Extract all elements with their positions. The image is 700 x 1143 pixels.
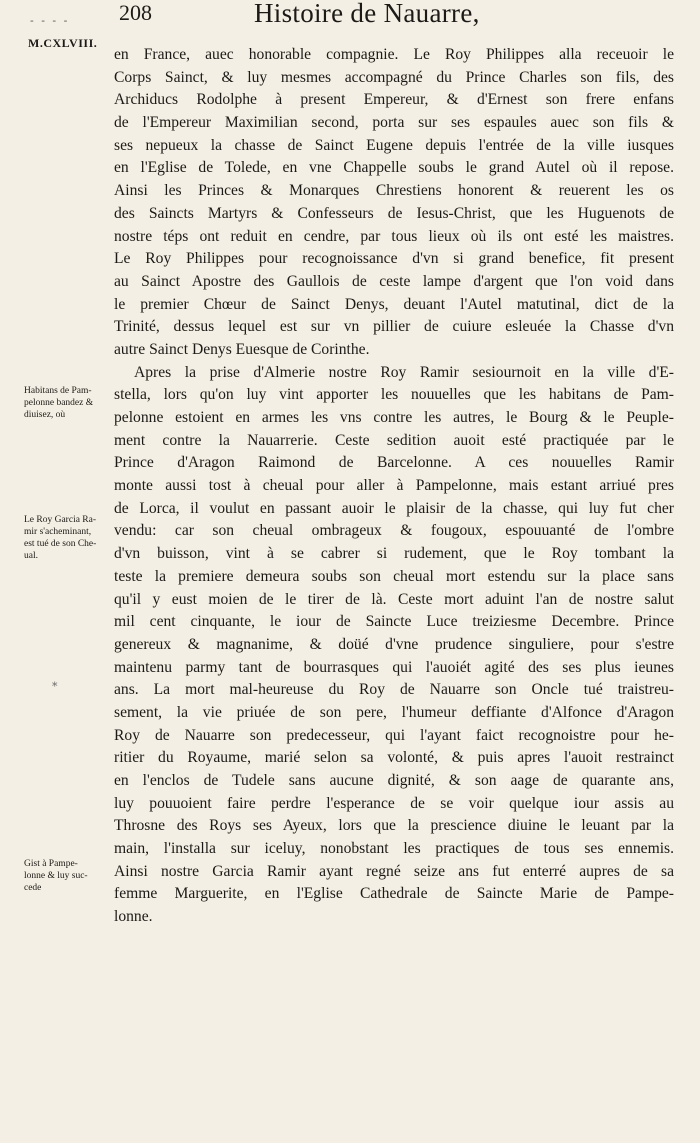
text-line: teste la premiere demeura soubs son cheual mort estendu sur la place sans (114, 567, 674, 585)
margin-note-pampelonne (24, 385, 110, 421)
text-line: Archiducs Rodolphe à present Empereur, & d'Ernest son frere enfans (114, 91, 674, 109)
text-line: ses nepueux la chasse de Sainct Eugene depuis l'entrée de la ville iusques (114, 136, 674, 154)
margin-note-line: cede (24, 883, 42, 893)
text-line: Le Roy Philippes pour recognoissance d'vn si grand benefice, fit present (114, 250, 674, 268)
margin-note-line: mir s'acheminant, (24, 527, 92, 537)
margin-note-line: Le Roy Garcia Ra- (24, 515, 97, 525)
text-line: pelonne estoient en armes les vns contre les autres, le Bourg & le Peuple- (114, 409, 674, 426)
text-line: en France, auec honorable compagnie. Le Roy Philippes alla receuoir le (114, 46, 674, 63)
margin-note-burial (24, 858, 110, 894)
text-line: Throsne des Roys ses Ayeux, lors que la prescience diuine le leuant par la (114, 817, 674, 835)
page-number: 208 (119, 0, 152, 25)
margin-notes (0, 0, 112, 1143)
text-line: Trinité, dessus lequel est sur vn pillier de cuiure esleuée la Chasse d'vn (114, 318, 674, 336)
text-line: Apres la prise d'Almerie nostre Roy Ramir sesiournoit en la ville d'E- (134, 363, 674, 381)
text-line: main, l'installa sur iceluy, nonobstant les practiques de tous ses ennemis. (114, 840, 674, 858)
margin-note-line: ual. (24, 551, 38, 561)
text-line: ritier du Royaume, marié selon sa volonté, & puis apres l'auoit restrainct (114, 749, 674, 767)
text-line: monte aussi tost à cheual pour aller à Pampelonne, mais estant arriué pres (114, 477, 674, 495)
text-line: Ainsi nostre Garcia Ramir ayant regné seize ans fut enterré aupres de sa (114, 862, 674, 880)
text-line: vendu: car son cheual ombrageux & fougoux, espouuanté de l'ombre (114, 522, 674, 540)
body-text (114, 44, 674, 929)
text-line: qu'il y eust moien de le tirer de là. Ceste mort aduint l'an de nostre salut (114, 590, 674, 608)
text-line: genereux & magnanime, & doüé d'vne prudence singuliere, pour s'estre (114, 635, 674, 653)
text-line: lonne. (114, 908, 153, 926)
text-line: mil cent cinquante, le iour de Saincte Luce treiziesme Decembre. Prince (114, 613, 674, 631)
text-line: ment contre la Nauarrerie. Ceste sedition auoit esté practiquée par le (114, 431, 674, 449)
running-title: Histoire de Nauarre, (254, 0, 480, 28)
text-line: d'vn buisson, vint à se cabrer si rudement, que le Roy tombant la (114, 545, 674, 563)
text-line: au Sainct Apostre des Gaullois de ceste lampe d'argent que l'on void dans (114, 272, 674, 290)
text-line: Ainsi les Princes & Monarques Chrestiens honorent & reuerent les os (114, 182, 674, 200)
header-dots: - - - - (30, 14, 70, 27)
text-line: en l'Eglise de Tolede, en vne Chappelle soubs le grand Autel où il repose. (114, 159, 674, 177)
text-line: stella, lors qu'on luy vint apporter les nouuelles que les habitans de Pam- (114, 386, 674, 404)
text-line: Corps Sainct, & luy mesmes accompagné du Prince Charles son fils, des (114, 68, 674, 86)
margin-note-line: Habitans de Pam- (24, 386, 92, 396)
text-line: de l'Empereur Maximilian second, porta sur ses espaules auec son fils & (114, 114, 674, 132)
text-line: femme Marguerite, en l'Eglise Cathedrale de Saincte Marie de Pampe- (114, 885, 674, 903)
margin-note-line: est tué de son Che- (24, 539, 97, 549)
margin-note-line: diuisez, où (24, 410, 66, 420)
text-line: sement, la vie priuée de son pere, l'humeur deffiante d'Alfonce d'Aragon (114, 703, 674, 721)
text-line: le premier Chœur de Sainct Denys, deuant l'Autel matutinal, dict de la (114, 295, 674, 313)
text-line: des Saincts Martyrs & Confesseurs de Iesus-Christ, que les Huguenots de (114, 204, 674, 222)
text-line: nostre téps ont reduit en cendre, par tous lieux où ils ont esté les maistres. (114, 227, 674, 245)
year-marginal-mark: M.CXLVIII. (28, 36, 98, 50)
text-line: de Lorca, il voulut en passant auoir le plaisir de la chasse, qui luy fut cher (114, 499, 674, 517)
text-line: en l'enclos de Tudele sans aucune dignité, & son aage de quarante ans, (114, 772, 674, 789)
text-line: ans. La mort mal-heureuse du Roy de Nauarre son Oncle tué traistreu- (114, 681, 674, 699)
text-line: autre Sainct Denys Euesque de Corinthe. (114, 340, 370, 358)
margin-note-line: lonne & luy suc- (24, 871, 88, 881)
margin-asterisk: * (52, 680, 58, 693)
margin-note-line: pelonne bandez & (24, 398, 94, 408)
margin-note-line: Gist à Pampe- (24, 859, 78, 869)
text-line: Roy de Nauarre son predecesseur, qui l'ayant faict recognoistre pour he- (114, 726, 674, 744)
margin-note-garcia-death (24, 514, 110, 562)
text-line: luy pouuoient faire perdre l'esperance de se voir quelque iour assis au (114, 794, 674, 812)
text-line: maintenu parmy tant de bourrasques qui l'auoiét agité des ses plus ieunes (114, 658, 674, 676)
text-line: Prince d'Aragon Raimond de Barcelonne. A ces nouuelles Ramir (114, 454, 674, 472)
